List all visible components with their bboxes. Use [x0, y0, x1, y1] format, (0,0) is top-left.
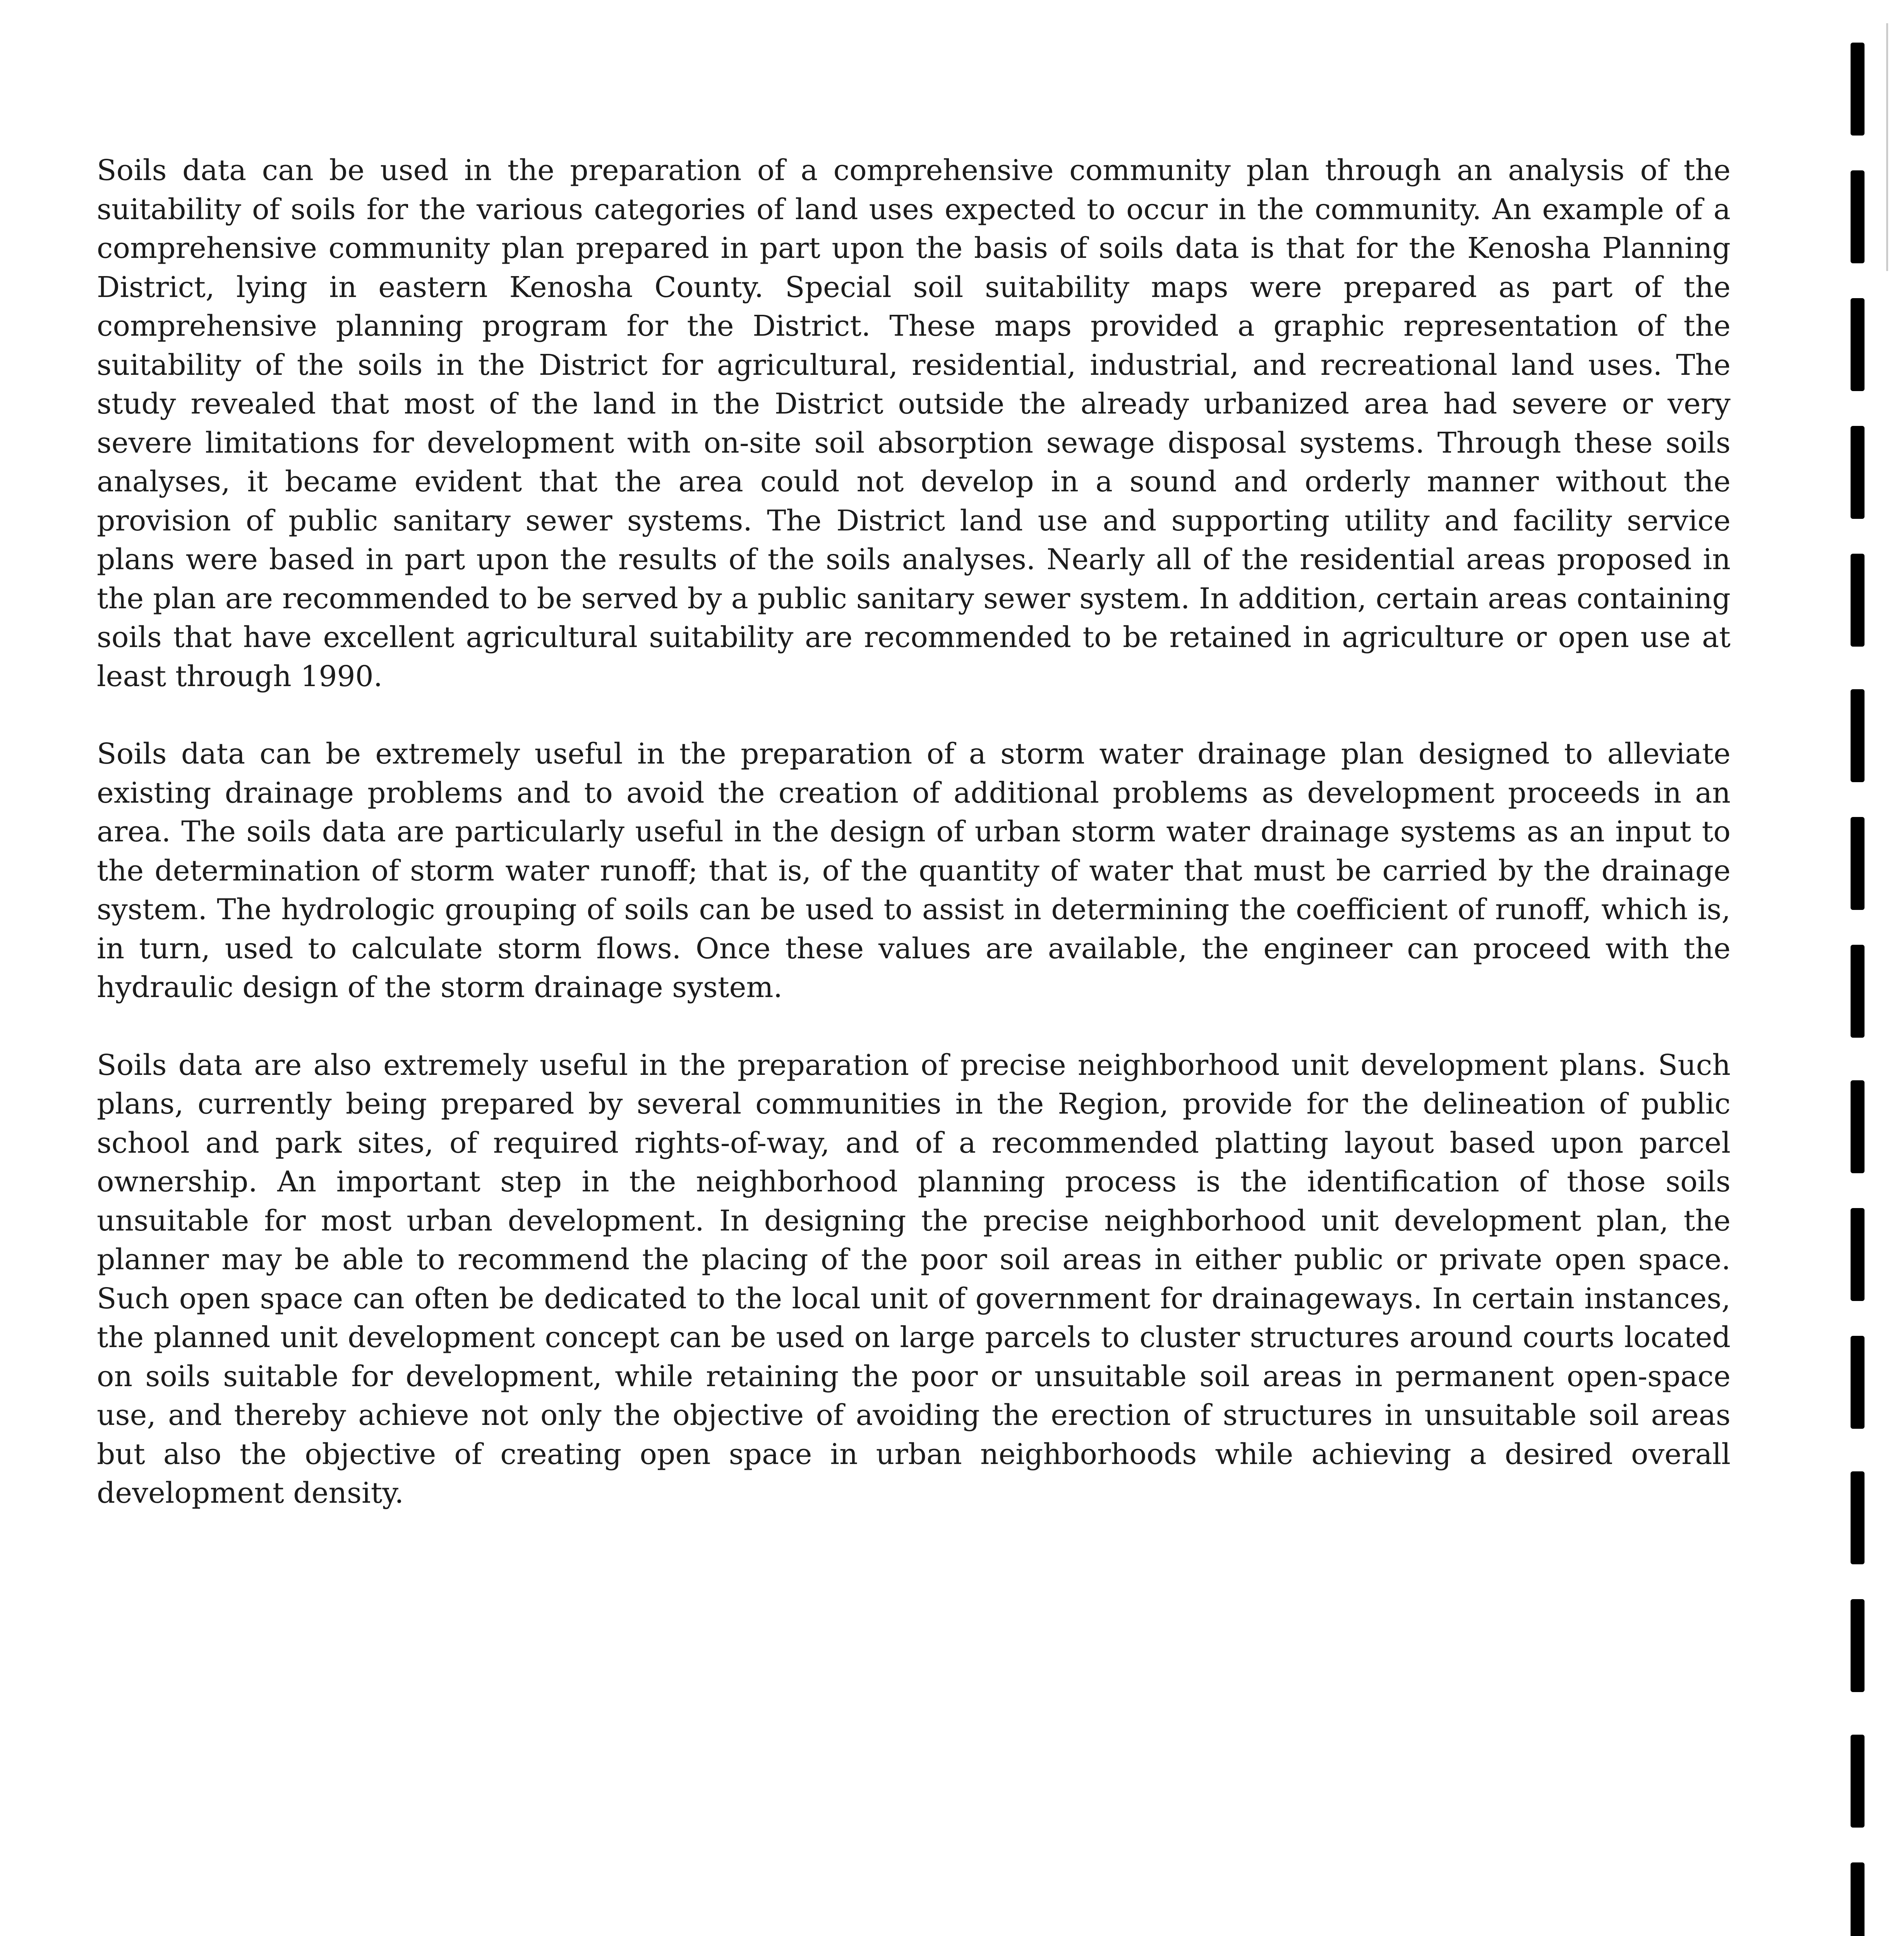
paragraph-neighborhood-plans: Soils data are also extremely useful in the preparation of precise neighborhood unit development plans. Such plans, currently being prepared by several communities in the Region, provide for the delineation of public school and park sites, of required rights-of-way, and of a recommended platting layout based upon parcel ownership. An important step in the neighborhood planning process is the identification of those soils unsuitable for most urban development. In designing the precise neighborhood unit development plan, the planner may be able to recommend the placing of the poor soil areas in either public or private open space. Such open space can often be dedicated to the local unit of government for drainageways. In certain instances, the planned unit development concept can be used on large parcels to cluster structures around courts located on soils suitable for development, while retaining the poor or unsuitable soil areas in permanent open-space use, and thereby achieve not only the objective of avoiding the erection of structures in unsuitable soil areas but also the objective of creating open space in urban neighborhoods while achieving a desired overall development density.	[97, 1048, 1731, 1510]
binding-hole	[1851, 1599, 1865, 1692]
paragraph-storm-water: Soils data can be extremely useful in the preparation of a storm water drainage plan designed to alleviate existing drainage problems and to avoid the creation of additional problems as development proceeds in an area. The soils data are particularly useful in the design of urban storm water drainage systems as an input to the determination of storm water runoff; that is, of the quantity of water that must be carried by the drainage system. The hydrologic grouping of soils can be used to assist in determining the coefficient of runoff, which is, in turn, used to calculate storm flows. Once these values are available, the engineer can proceed with the hydraulic design of the storm drainage system.	[97, 737, 1731, 1004]
binding-hole	[1851, 1336, 1865, 1429]
binding-hole	[1851, 426, 1865, 519]
binding-hole	[1851, 817, 1865, 910]
binding-hole	[1851, 170, 1865, 263]
binding-hole	[1851, 1208, 1865, 1301]
binding-hole	[1851, 554, 1865, 647]
binding-hole	[1851, 1080, 1865, 1173]
spiral-binding	[1851, 0, 1904, 1936]
binding-hole	[1851, 298, 1865, 391]
binding-hole	[1851, 1862, 1865, 1936]
binding-hole	[1851, 945, 1865, 1038]
binding-hole	[1851, 1735, 1865, 1828]
paragraph-comprehensive-plan: Soils data can be used in the preparation of a comprehensive community plan through an analysis of the suitability of soils for the various categories of land uses expected to occur in the community. An example of a comprehensive community plan prepared in part upon the basis of soils data is that for the Kenosha Planning District, lying in eastern Kenosha County. Special soil suitability maps were prepared as part of the comprehensive planning program for the District. These maps provided a graphic representation of the suitability of the soils in the District for agricultural, residential, industrial, and recreational land uses. The study revealed that most of the land in the District outside the already urbanized area had severe or very severe limitations for development with on-site soil absorption sewage disposal systems. Through these soils analyses, it became evident that the area could not develop in a sound and orderly manner without the provision of public sanitary sewer systems. The District land use and supporting utility and facility service plans were based in part upon the results of the soils analyses. Nearly all of the residential areas proposed in the plan are recommended to be served by a public sanitary sewer system. In addition, certain areas containing soils that have excellent agricultural suitability are recommended to be retained in agriculture or open use at least through 1990.	[97, 154, 1731, 693]
binding-hole	[1851, 689, 1865, 782]
page-edge-line	[1886, 23, 1888, 271]
binding-hole	[1851, 43, 1865, 136]
body-text	[97, 151, 1731, 1552]
binding-hole	[1851, 1471, 1865, 1564]
